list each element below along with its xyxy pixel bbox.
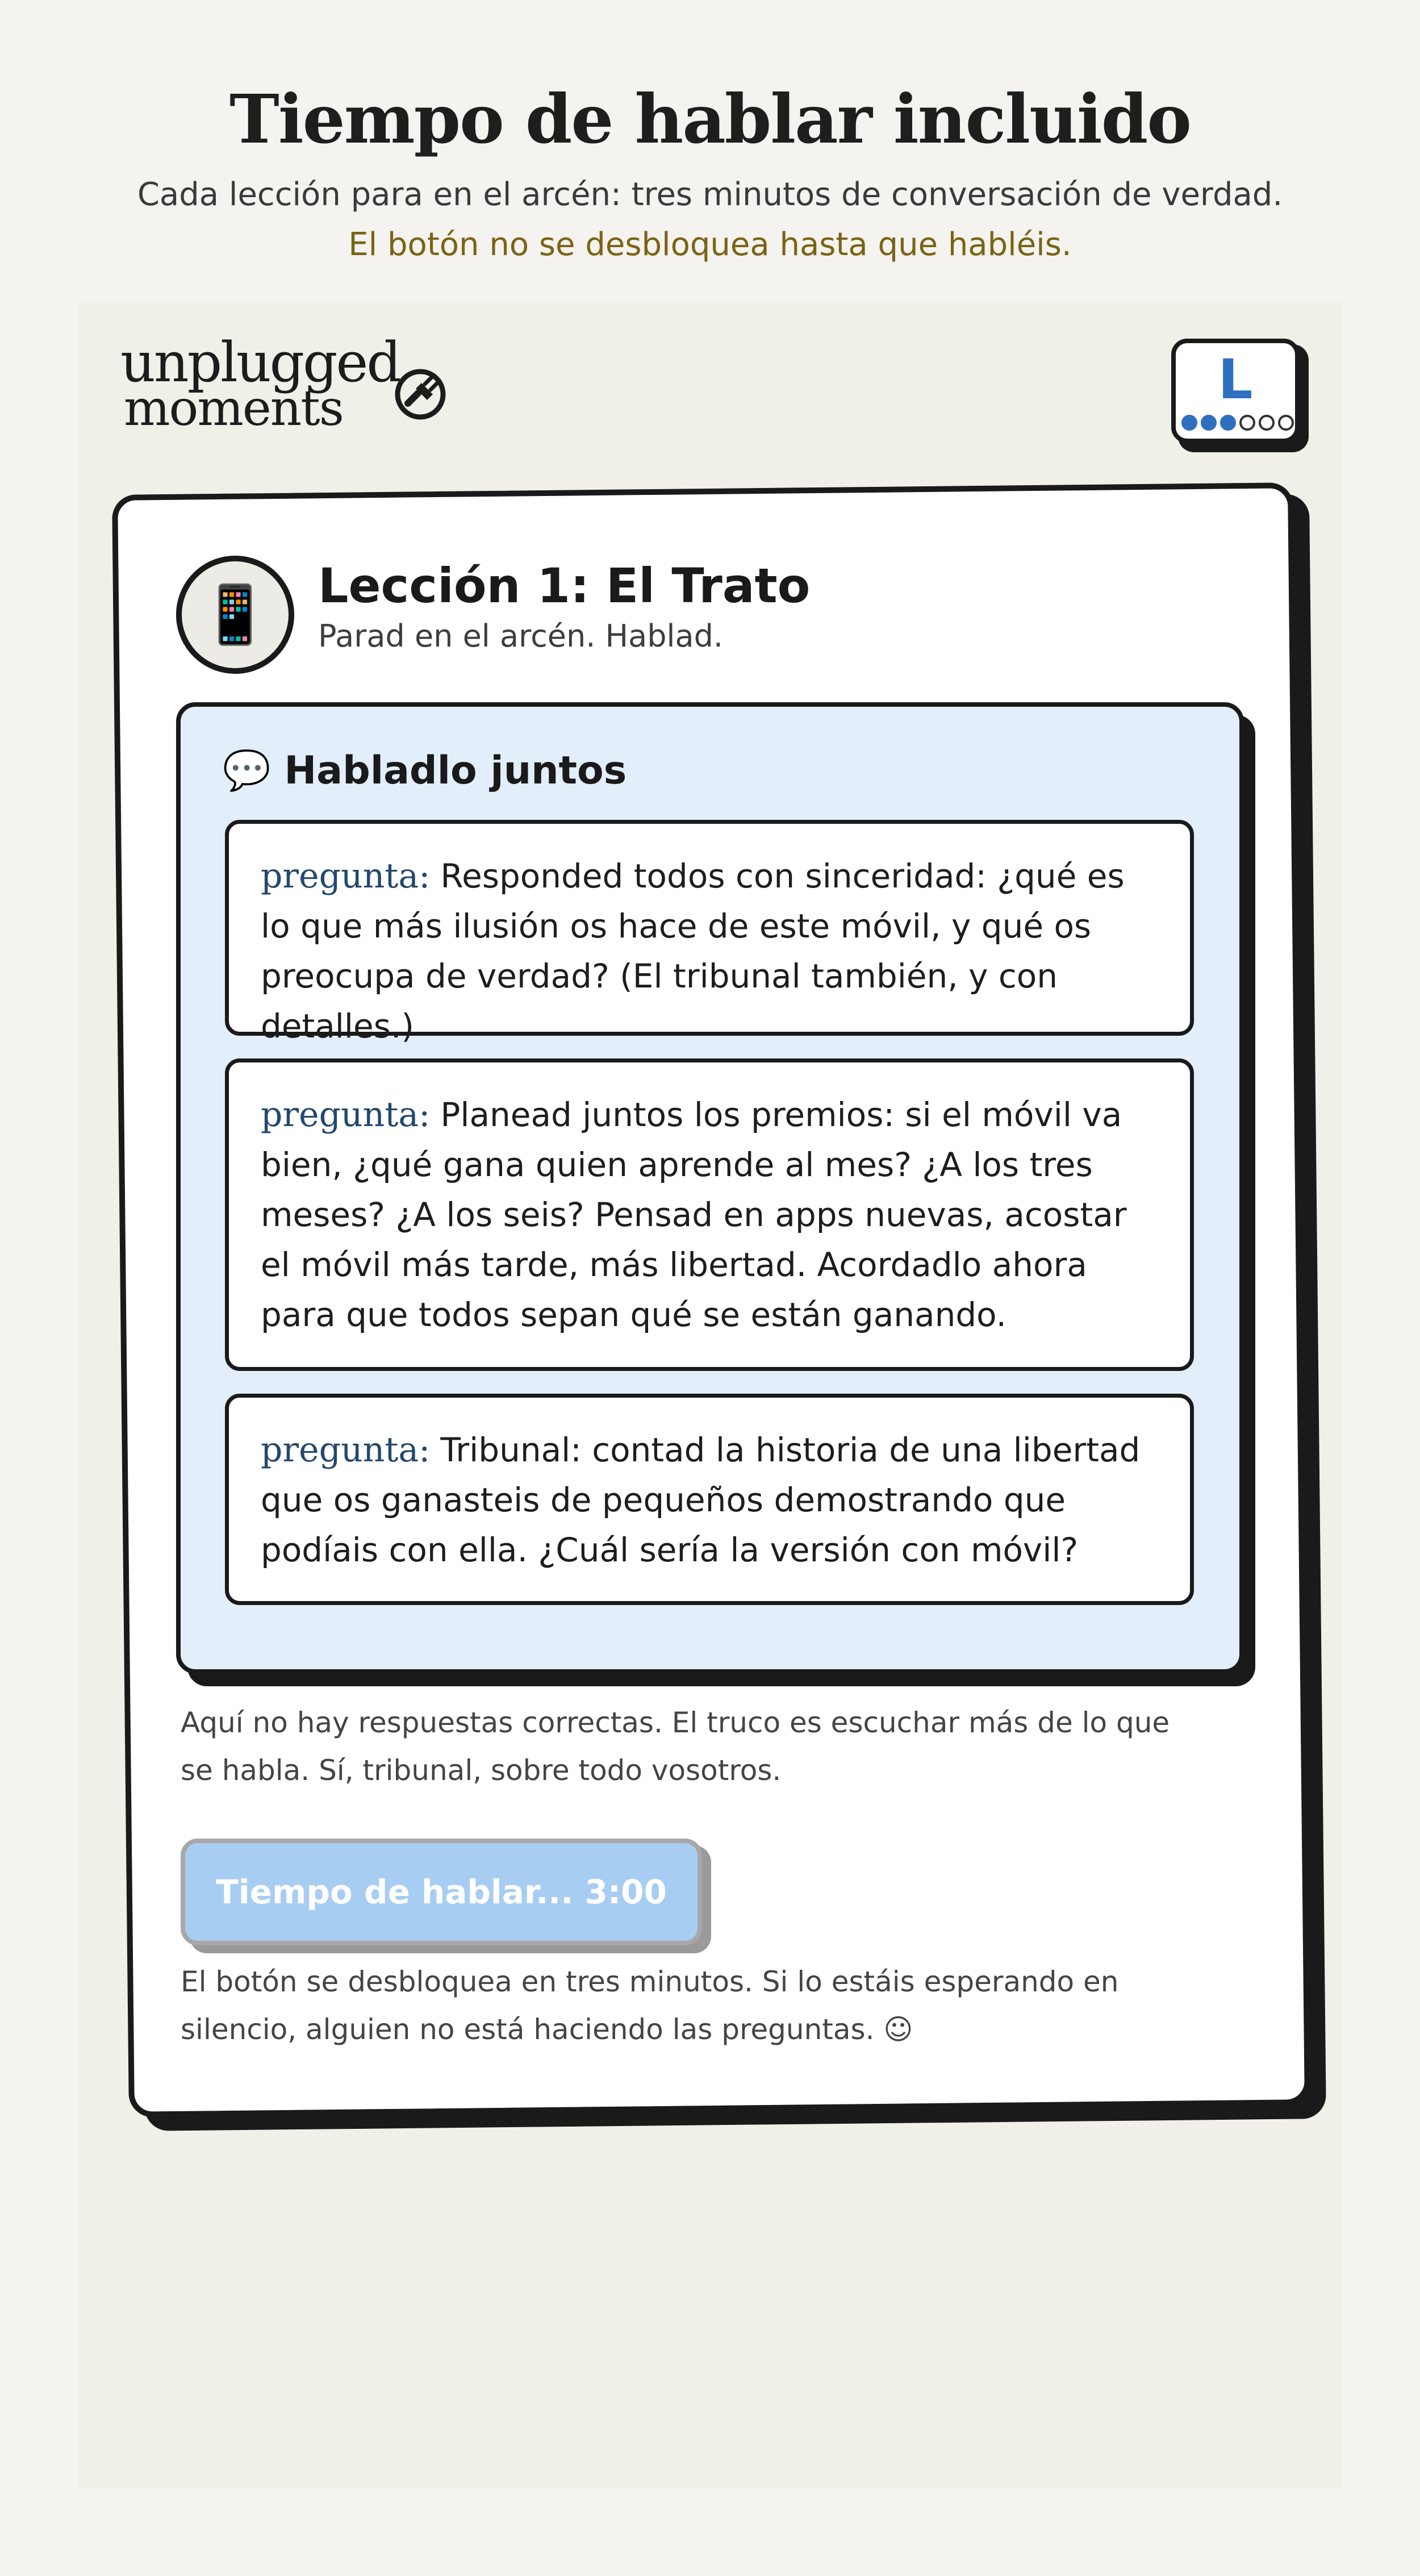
learner-badge[interactable] (1171, 339, 1300, 443)
question-card (225, 1394, 1194, 1605)
question-card (225, 1058, 1194, 1371)
unplug-icon (387, 361, 450, 424)
learner-letter: L (1218, 348, 1253, 411)
progress-dot-filled (1221, 416, 1235, 430)
question-tag: pregunta: (261, 1095, 431, 1135)
logo-word-2: moments (124, 380, 343, 437)
progress-dot-empty (1241, 416, 1254, 430)
progress-dot-empty (1279, 416, 1293, 430)
talk-title (223, 748, 627, 793)
speech-bubble-icon: 💬 (223, 748, 271, 793)
progress-dot-filled (1183, 416, 1196, 430)
phone-icon: 📱 (176, 556, 294, 674)
lesson-title: Lección 1: El Trato (318, 558, 811, 614)
question-text: Tribunal: contad la historia de una libertad que os ganasteis de pequeños demostrando que podíais con ella. ¿Cuál sería la versión con móvil? (261, 1431, 1141, 1569)
question-tag: pregunta: (261, 856, 431, 896)
progress-dot-filled (1202, 416, 1216, 430)
talk-timer-button[interactable]: Tiempo de hablar... 3:00 (181, 1839, 702, 1945)
question-text: Responded todos con sinceridad: ¿qué es lo que más ilusión os hace de este móvil, y qué os preocupa de verdad? (El tribunal también, y con detalles.) (261, 857, 1125, 1045)
logo-word-1: unplugged (120, 331, 400, 394)
talk-title-label: Habladlo juntos (284, 748, 627, 793)
progress-dot-empty (1260, 416, 1273, 430)
question-text: Planead juntos los premios: si el móvil va bien, ¿qué gana quien aprende al mes? ¿A los tres meses? ¿A los seis? Pensad en apps nuevas, acostar el móvil más tarde, más libertad. Acordadlo ahora para que todos sepan qué se están ganando. (261, 1095, 1127, 1334)
page-subtitle: Cada lección para en el arcén: tres minutos de conversación de verdad. (137, 176, 1283, 213)
brand-logo[interactable] (120, 331, 461, 437)
question-tag: pregunta: (261, 1430, 431, 1470)
page-title: Tiempo de hablar incluido (229, 80, 1191, 159)
lesson-subtitle: Parad en el arcén. Hablad. (318, 618, 724, 654)
page-note: El botón no se desbloquea hasta que habléis. (348, 226, 1072, 263)
progress-dots (1179, 412, 1298, 435)
question-card (225, 820, 1194, 1045)
listening-hint: Aquí no hay respuestas correctas. El truco es escuchar más de lo que se habla. Sí, tribunal, sobre todo vosotros. (181, 1706, 1170, 1787)
timer-note: El botón se desbloquea en tres minutos. Si lo estáis esperando en silencio, alguien no está haciendo las preguntas. ☺ (181, 1965, 1119, 2046)
